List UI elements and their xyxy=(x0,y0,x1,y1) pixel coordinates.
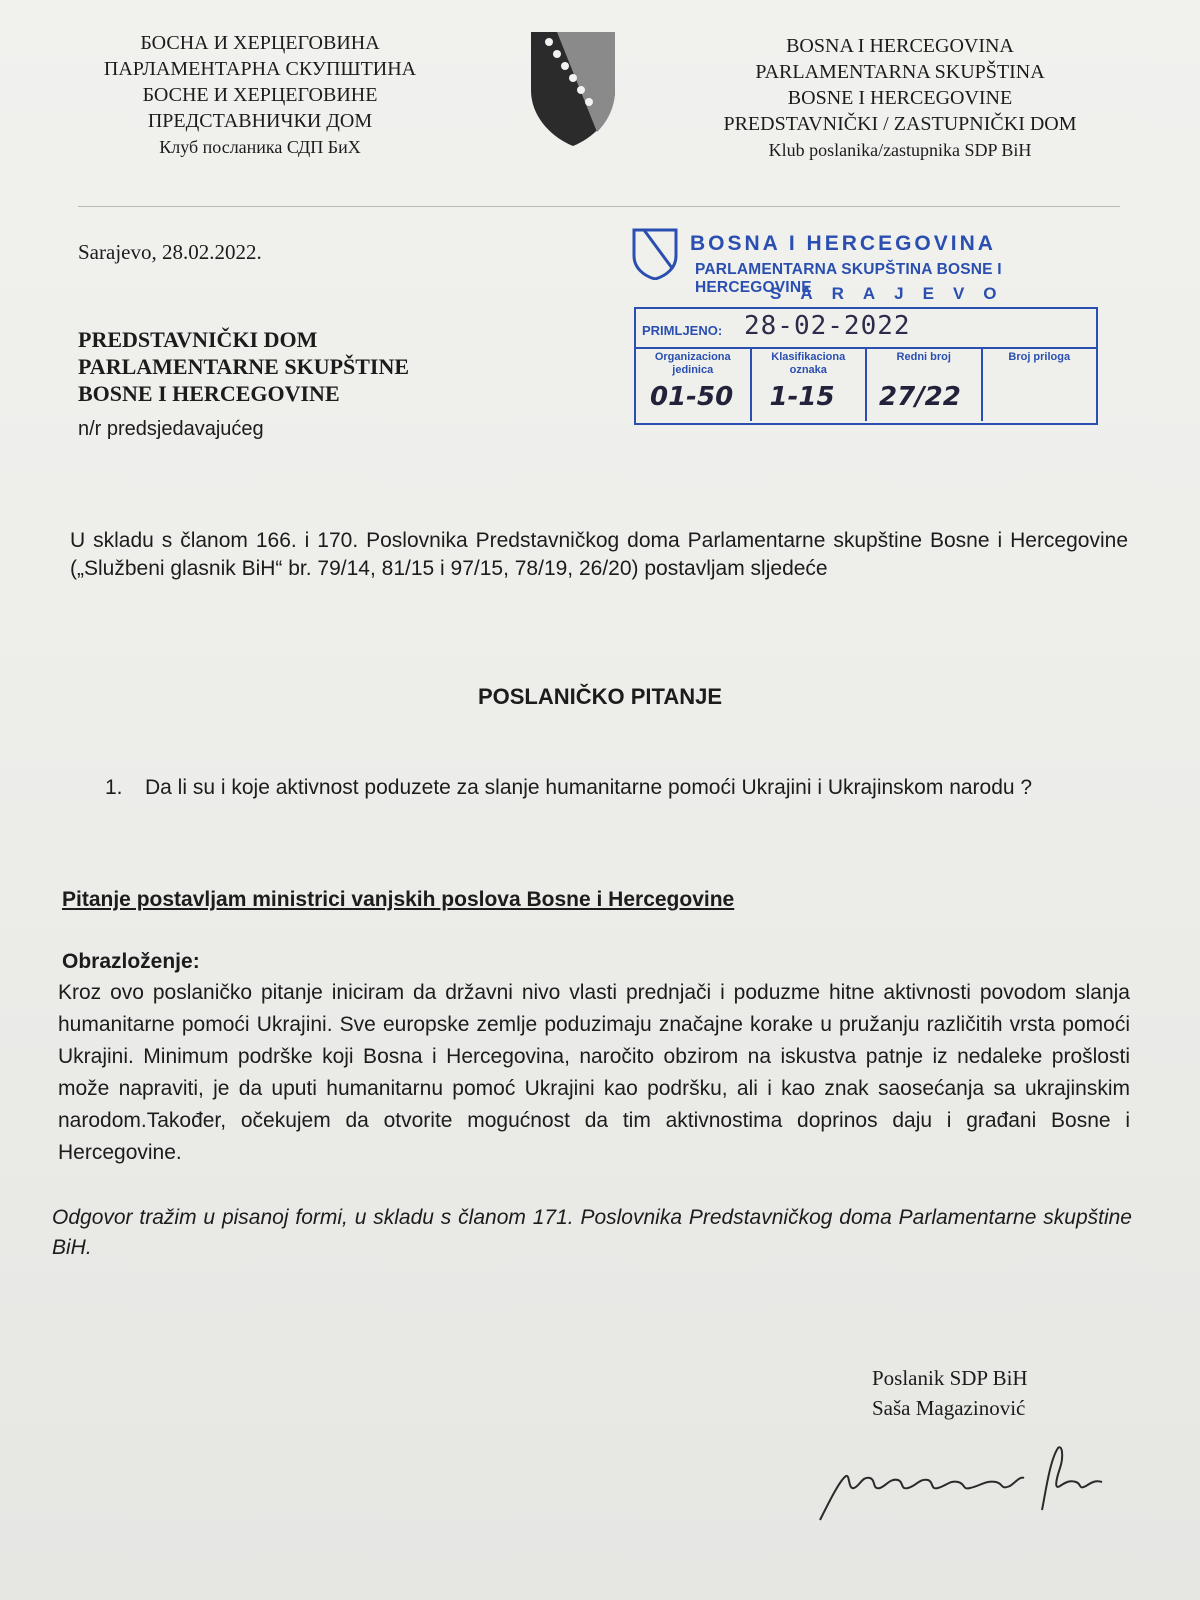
recipient-line3: BOSNE I HERCEGOVINE xyxy=(78,381,340,406)
reasoning-paragraph: Kroz ovo poslaničko pitanje iniciram da državni nivo vlasti prednjači i poduzme hitne aktivnosti povodom slanja humanitarne pomoći Ukrajini. Sve europske zemlje poduzimaju značajne korake u pružanju različitih vrsta pomoći Ukrajini. Minimum podrške koji Bosna i Hercegovina, naročito obzirom na iskustva patnje iz nedaleke prošlosti može napraviti, je da uputi humanitarnu pomoć Ukrajini kao podršku, ali i kao znak saosećanja sa ukrajinskim narodom.Također, očekujem da otvorite mogućnost da tim aktivnostima doprinos daju i građani Bosne i Hercegovine. xyxy=(58,981,1130,1164)
stamp-box xyxy=(634,307,1098,425)
stamp-col-number xyxy=(867,349,983,421)
stamp-col-attachments xyxy=(983,349,1097,421)
question-item xyxy=(105,773,1140,803)
header-right-line5: Klub poslanika/zastupnika SDP BiH xyxy=(768,140,1032,160)
stamp-received-label: PRIMLJENO: xyxy=(642,323,723,338)
header-right-line2: PARLAMENTARNA SKUPŠTINA xyxy=(755,61,1045,83)
stamp-line2: PARLAMENTARNA SKUPŠTINA BOSNE I HERCEGOVINE xyxy=(695,261,1002,296)
header-right-line4: PREDSTAVNIČKI / ZASTUPNIČKI DOM xyxy=(723,113,1077,135)
coat-of-arms-icon xyxy=(527,30,619,153)
header-left-line1: БОСНА И ХЕРЦЕГОВИНА xyxy=(140,32,380,54)
handwritten-signature-icon xyxy=(810,1440,1130,1530)
document-title: POSLANIČKO PITANJE xyxy=(477,684,723,709)
intro-paragraph: U skladu s članom 166. i 170. Poslovnika Predstavničkog doma Parlamentarne skupštine Bosne i Hercegovine („Službeni glasnik BiH“ br. 79/14, 81/15 i 97/15, 78/19, 26/20) postavljam sljedeće xyxy=(70,529,1128,580)
header-left-line2: ПАРЛАМЕНТАРНА СКУПШТИНА xyxy=(103,58,417,80)
recipient-line1: PREDSTAVNIČKI DOM xyxy=(78,327,318,352)
stamp-hand-org: 01-50 xyxy=(650,382,734,412)
stamp-col-class-label: Klasifikaciona oznaka xyxy=(771,351,846,376)
stamp-col-class xyxy=(752,349,868,421)
header-left-line4: ПРЕДСТАВНИЧКИ ДОМ xyxy=(147,110,373,132)
stamp-grid xyxy=(636,347,1096,421)
header-right xyxy=(670,33,1130,163)
header-right-line1: BOSNA I HERCEGOVINA xyxy=(786,35,1014,57)
question-text: Da li su i koje aktivnost poduzete za slanje humanitarne pomoći Ukrajini i Ukrajinskom narodu ? xyxy=(145,776,1033,799)
signature-name: Saša Magazinović xyxy=(872,1396,1026,1420)
stamp-col-number-label: Redni broj xyxy=(896,351,951,363)
stamp-col-org xyxy=(636,349,752,421)
stamp-col-org-label: Organizaciona jedinica xyxy=(654,351,731,376)
stamp-col-attachments-label: Broj priloga xyxy=(1008,351,1071,363)
document-date: Sarajevo, 28.02.2022. xyxy=(78,240,262,264)
stamp-emblem-icon xyxy=(632,228,678,280)
reasoning-heading: Obrazloženje: xyxy=(62,950,200,973)
stamp-line1: BOSNA I HERCEGOVINA xyxy=(690,232,996,255)
header-divider xyxy=(78,206,1120,207)
signature-block xyxy=(872,1363,1028,1423)
stamp-hand-number: 27/22 xyxy=(879,382,961,412)
recipient-block xyxy=(78,326,409,407)
header-left-line5: Клуб посланика СДП БиХ xyxy=(159,137,361,157)
recipient-line2: PARLAMENTARNE SKUPŠTINE xyxy=(78,354,410,379)
question-addressee: Pitanje postavljam ministrici vanjskih poslova Bosne i Hercegovine xyxy=(62,888,735,911)
stamp-line3: SARAJEVO xyxy=(770,284,1016,303)
stamp-received-date: 28-02-2022 xyxy=(744,311,911,341)
header-left-line3: БОСНЕ И ХЕРЦЕГОВИНЕ xyxy=(142,84,378,106)
header-right-line3: BOSNE I HERCEGOVINE xyxy=(787,87,1013,109)
question-number: 1. xyxy=(105,776,123,799)
stamp-hand-class: 1-15 xyxy=(769,382,835,412)
recipient-attention: n/r predsjedavajućeg xyxy=(78,418,264,440)
signature-role: Poslanik SDP BiH xyxy=(872,1366,1028,1390)
header-left xyxy=(60,30,460,160)
closing-paragraph: Odgovor tražim u pisanoj formi, u skladu s članom 171. Poslovnika Predstavničkog doma Parlamentarne skupštine BiH. xyxy=(52,1206,1132,1259)
